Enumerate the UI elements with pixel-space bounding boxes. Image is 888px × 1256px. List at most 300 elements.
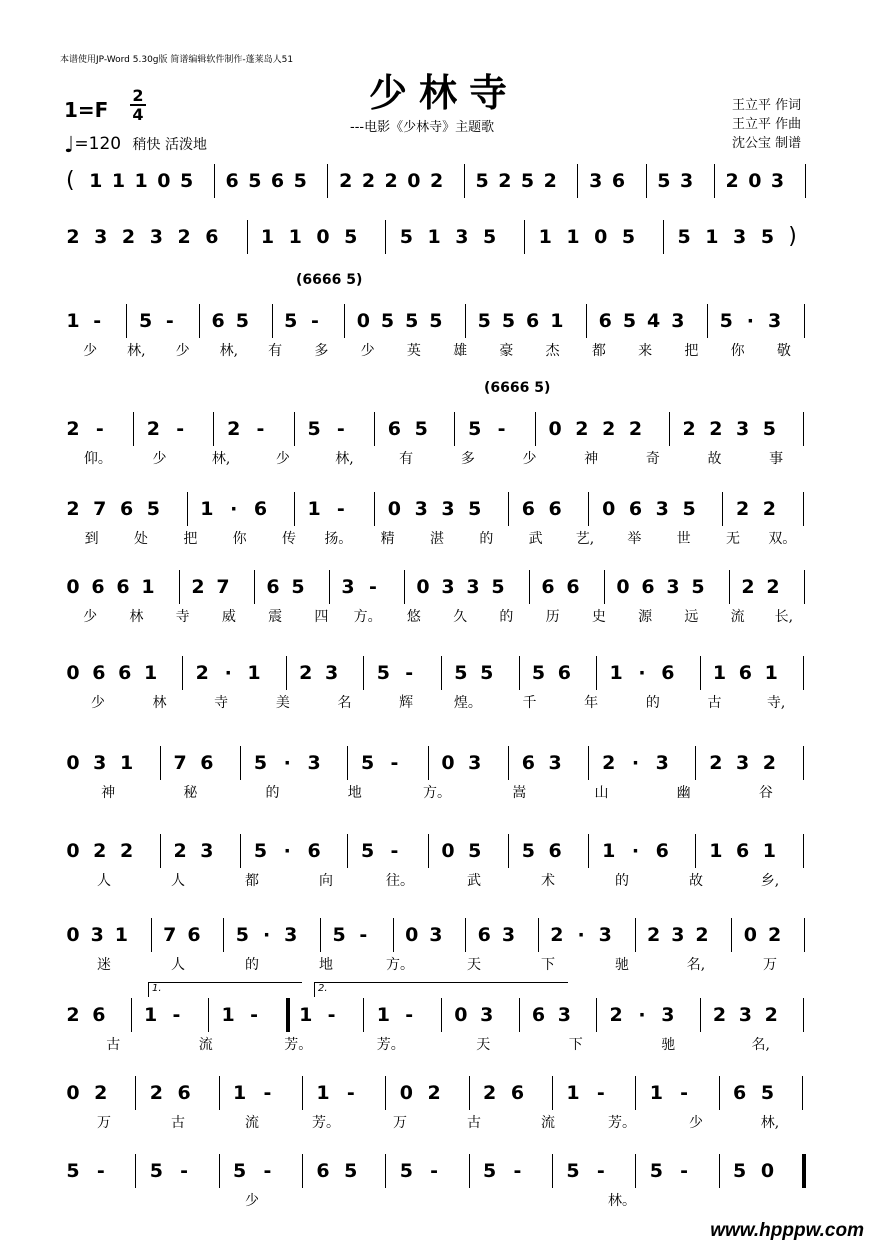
- note: 5: [414, 418, 428, 440]
- note: 2: [762, 498, 777, 520]
- note: 0: [387, 498, 402, 520]
- note: 3: [736, 752, 750, 774]
- note: 1: [143, 662, 158, 684]
- note: 5: [233, 1160, 247, 1182]
- composer-credit: 王立平 作曲: [732, 117, 802, 132]
- notes-row: [60, 302, 830, 342]
- barline: [663, 220, 664, 254]
- note-extension: -: [359, 924, 368, 946]
- note: 5: [477, 310, 491, 332]
- note: 6: [655, 840, 669, 862]
- lyric-syllable: 方。: [386, 957, 414, 973]
- note: 0: [66, 752, 80, 774]
- note: 5: [344, 226, 358, 248]
- lyric-syllable: 史: [591, 609, 606, 625]
- software-note: 本谱使用JP-Word 5.30g版 简谱编辑软件制作-蓬莱岛人51: [60, 55, 294, 65]
- note: 1: [247, 662, 261, 684]
- lyric-syllable: 万: [97, 1115, 111, 1131]
- note: 2: [384, 170, 398, 192]
- lyric-syllable: 辉: [399, 695, 414, 711]
- note: 0: [748, 170, 762, 192]
- repeat-paren: (: [66, 168, 75, 193]
- lyric-syllable: 少: [522, 451, 537, 467]
- note: 3: [770, 170, 785, 192]
- barline: [294, 412, 295, 446]
- note: 1: [538, 226, 552, 248]
- barline: [454, 412, 455, 446]
- note: 6: [187, 924, 201, 946]
- note: 1: [550, 310, 564, 332]
- time-sig-top: 2: [132, 86, 144, 105]
- lyric-syllable: 少: [175, 343, 190, 359]
- lyric-syllable: 事: [769, 451, 784, 467]
- barline: [385, 1154, 386, 1188]
- note: 5: [483, 1160, 497, 1182]
- barline: [552, 1154, 553, 1188]
- note: 2: [602, 418, 616, 440]
- lyric-syllable: 地: [347, 785, 362, 801]
- lyric-syllable: 林。: [608, 1193, 636, 1209]
- barline: [596, 656, 597, 690]
- notes-row: [60, 490, 830, 530]
- note: 1: [705, 226, 719, 248]
- barline: [302, 1076, 303, 1110]
- lyric-syllable: 少: [152, 451, 167, 467]
- barline: [213, 412, 214, 446]
- note: 1: [376, 1004, 390, 1026]
- lyric-syllable: 源: [638, 609, 653, 625]
- barline: [635, 1154, 636, 1188]
- note: 3: [655, 752, 669, 774]
- barline: [344, 304, 345, 338]
- lyric-syllable: 人: [171, 957, 185, 973]
- lyric-syllable: 把: [183, 531, 198, 547]
- lyric-syllable: 天: [476, 1037, 491, 1053]
- lyric-syllable: 世: [676, 531, 691, 547]
- lyric-syllable: 悠: [406, 609, 421, 625]
- note: 0: [66, 840, 80, 862]
- barline: [219, 1076, 220, 1110]
- note: 2: [628, 418, 643, 440]
- dot-extension: ·: [746, 310, 755, 332]
- note: 5: [380, 310, 395, 332]
- barline: [535, 412, 536, 446]
- note: 2: [227, 418, 241, 440]
- barline: [254, 570, 255, 604]
- note: 1: [66, 310, 80, 332]
- lyric-syllable: 人: [97, 873, 111, 889]
- lyric-syllable: 林,: [219, 343, 239, 359]
- barline: [247, 220, 248, 254]
- barline: [374, 492, 375, 526]
- notes-row: [60, 410, 830, 450]
- lyric-syllable: 迷: [97, 957, 111, 973]
- note: 5: [719, 310, 733, 332]
- note: 5: [361, 752, 375, 774]
- barline: [586, 304, 587, 338]
- note: 2: [682, 418, 696, 440]
- lyric-syllable: 名,: [751, 1037, 770, 1053]
- barline: [160, 746, 161, 780]
- barline: [441, 998, 442, 1032]
- note: 2: [361, 170, 376, 192]
- note: 3: [90, 924, 104, 946]
- lyric-syllable: 林,: [211, 451, 231, 467]
- barline: [469, 1154, 470, 1188]
- note: 5: [760, 1082, 775, 1104]
- note: 5: [468, 498, 482, 520]
- notes-row: [60, 916, 830, 956]
- lyric-syllable: 敬: [776, 343, 791, 359]
- note: 1: [111, 170, 126, 192]
- note-extension: -: [596, 1082, 605, 1104]
- note: 6: [211, 310, 225, 332]
- note: 3: [661, 1004, 675, 1026]
- note: 6: [253, 498, 268, 520]
- note: 2: [177, 226, 191, 248]
- lyric-syllable: 方。: [353, 609, 382, 625]
- lyric-syllable: 少: [275, 451, 290, 467]
- lyric-syllable: 下: [568, 1037, 583, 1053]
- lyric-syllable: 久: [453, 609, 468, 625]
- note: 5: [480, 662, 494, 684]
- lyric-syllable: 流: [541, 1115, 555, 1131]
- note-extension: -: [263, 1082, 272, 1104]
- lyric-syllable: 流: [730, 609, 745, 625]
- lyric-syllable: 人: [171, 873, 185, 889]
- note: 6: [510, 1082, 525, 1104]
- note: 2: [149, 1082, 163, 1104]
- barline: [428, 834, 429, 868]
- barline: [719, 1154, 720, 1188]
- barline: [714, 164, 715, 198]
- lyric-syllable: 神: [101, 785, 116, 801]
- barline: [508, 492, 509, 526]
- lyric-syllable: 谷: [758, 785, 773, 801]
- barline: [519, 656, 520, 690]
- lyric-syllable: 古: [467, 1115, 481, 1131]
- note-extension: -: [430, 1160, 439, 1182]
- dot-extension: ·: [230, 498, 238, 520]
- barline: [135, 1154, 136, 1188]
- note: 6: [205, 226, 219, 248]
- note: 2: [427, 1082, 441, 1104]
- note: 1: [260, 226, 275, 248]
- lyric-syllable: 林,: [127, 343, 146, 359]
- note: 5: [253, 752, 268, 774]
- note: 0: [441, 840, 455, 862]
- note: 5: [762, 418, 777, 440]
- lyric-syllable: 流: [245, 1115, 259, 1131]
- barline: [385, 220, 386, 254]
- note: 3: [414, 498, 428, 520]
- note: 3: [767, 310, 782, 332]
- notes-row: [60, 1074, 830, 1114]
- note: 0: [66, 576, 80, 598]
- note: 2: [119, 840, 134, 862]
- notes-row: [60, 568, 830, 608]
- lyric-syllable: 双。: [768, 531, 797, 547]
- barline: [729, 570, 730, 604]
- note: 2: [609, 1004, 623, 1026]
- lyric-syllable: 寺: [175, 609, 190, 625]
- lyric-syllable: 的: [479, 531, 494, 547]
- note: 2: [575, 418, 589, 440]
- barline: [187, 492, 188, 526]
- dot-extension: ·: [283, 840, 291, 862]
- note: 1: [602, 840, 616, 862]
- note-extension: -: [513, 1160, 522, 1182]
- lyric-syllable: 幽: [676, 785, 691, 801]
- lyric-syllable: 少: [90, 695, 105, 711]
- barline: [374, 412, 375, 446]
- note: 5: [344, 1160, 358, 1182]
- note: 1: [566, 226, 580, 248]
- note: 0: [416, 576, 430, 598]
- note: 6: [628, 498, 643, 520]
- barline: [320, 918, 321, 952]
- first-ending: 1.: [148, 982, 302, 997]
- note: 6: [270, 170, 285, 192]
- note: 1: [233, 1082, 247, 1104]
- quarter-note-icon: ♩: [64, 133, 75, 158]
- barline: [804, 918, 805, 952]
- lyric-syllable: 远: [684, 609, 699, 625]
- end-barline: [286, 998, 290, 1032]
- lyric-syllable: 山: [594, 785, 609, 801]
- note: 3: [548, 752, 562, 774]
- note: 6: [477, 924, 491, 946]
- note: 1: [764, 662, 778, 684]
- barline: [588, 746, 589, 780]
- barline: [552, 1076, 553, 1110]
- note: 5: [657, 170, 671, 192]
- note: 1: [566, 1082, 580, 1104]
- note: 0: [399, 1082, 413, 1104]
- lyric-syllable: 万: [393, 1115, 407, 1131]
- note: 6: [91, 576, 105, 598]
- tempo-description: 稍快 活泼地: [132, 137, 207, 153]
- dot-extension: ·: [262, 924, 271, 946]
- time-sig-bottom: 4: [132, 105, 144, 124]
- note: 0: [441, 752, 455, 774]
- barline: [441, 656, 442, 690]
- barline: [208, 998, 209, 1032]
- note: 2: [709, 752, 723, 774]
- note-extension: -: [93, 310, 102, 332]
- note: 3: [468, 752, 482, 774]
- lyric-syllable: 来: [638, 343, 653, 359]
- note: 3: [589, 170, 603, 192]
- barline: [131, 998, 132, 1032]
- note: 1: [709, 840, 723, 862]
- dot-extension: ·: [577, 924, 585, 946]
- notes-row: [60, 654, 830, 694]
- note: 2: [764, 1004, 778, 1026]
- lyric-syllable: 驰: [661, 1037, 676, 1053]
- barline: [133, 412, 134, 446]
- note: 3: [557, 1004, 571, 1026]
- lyric-syllable: 武: [467, 873, 481, 889]
- note: 6: [566, 576, 580, 598]
- lyric-syllable: 你: [730, 343, 745, 359]
- note: 5: [293, 170, 307, 192]
- note-extension: -: [405, 662, 414, 684]
- note: 5: [621, 226, 636, 248]
- note: 5: [405, 310, 419, 332]
- note: 6: [200, 752, 214, 774]
- barline: [465, 304, 466, 338]
- barline: [199, 304, 200, 338]
- note: 5: [566, 1160, 580, 1182]
- note: 6: [225, 170, 239, 192]
- note: 0: [356, 310, 370, 332]
- note-extension: -: [172, 1004, 181, 1026]
- note: 5: [429, 310, 443, 332]
- note: 5: [248, 170, 262, 192]
- note: 4: [647, 310, 661, 332]
- barline: [604, 570, 605, 604]
- note: 1: [427, 226, 441, 248]
- dot-extension: ·: [224, 662, 232, 684]
- note-extension: -: [405, 1004, 414, 1026]
- note: 6: [736, 840, 750, 862]
- lyric-syllable: 武: [528, 531, 543, 547]
- end-barline: [802, 1154, 806, 1188]
- note: 6: [661, 662, 675, 684]
- lyric-syllable: 有: [399, 451, 414, 467]
- note: 1: [200, 498, 214, 520]
- barline: [223, 918, 224, 952]
- lyrics-row: [60, 340, 830, 362]
- note-extension: -: [165, 310, 174, 332]
- notes-row: [60, 218, 830, 258]
- barline: [803, 412, 804, 446]
- note: 3: [680, 170, 694, 192]
- note: 7: [216, 576, 230, 598]
- note: 1: [134, 170, 148, 192]
- lyric-syllable: 的: [265, 785, 280, 801]
- barline: [126, 304, 127, 338]
- note: 5: [376, 662, 390, 684]
- note: 6: [598, 310, 612, 332]
- note-extension: -: [250, 1004, 258, 1026]
- barline: [404, 570, 405, 604]
- lyric-syllable: 你: [232, 531, 247, 547]
- note-extension: -: [336, 498, 345, 520]
- lyric-syllable: 千: [522, 695, 537, 711]
- lyric-syllable: 美: [275, 695, 290, 711]
- note: 5: [468, 418, 482, 440]
- lyric-syllable: 威: [221, 609, 236, 625]
- note: 5: [622, 310, 637, 332]
- transcriber-credit: 沈公宝 制谱: [732, 136, 802, 151]
- time-signature: [130, 88, 146, 122]
- note: 6: [387, 418, 402, 440]
- lyric-syllable: 万: [763, 957, 777, 973]
- lyric-syllable: 天: [467, 957, 481, 973]
- note: 2: [736, 498, 750, 520]
- lyric-syllable: 多: [314, 343, 329, 359]
- barline: [428, 746, 429, 780]
- lyric-syllable: 湛: [429, 531, 444, 547]
- note: 6: [92, 1004, 106, 1026]
- barline: [135, 1076, 136, 1110]
- lyric-syllable: 举: [627, 531, 642, 547]
- note: 5: [520, 170, 535, 192]
- barline: [695, 746, 696, 780]
- note: 0: [66, 924, 80, 946]
- note: 0: [66, 1082, 80, 1104]
- lyric-syllable: 长,: [774, 609, 794, 625]
- note: 2: [741, 576, 755, 598]
- lyrics-row: [60, 692, 830, 714]
- note: 3: [441, 498, 455, 520]
- barline: [700, 656, 701, 690]
- note: 0: [157, 170, 171, 192]
- note: 6: [92, 662, 106, 684]
- barline: [524, 220, 525, 254]
- lyric-syllable: 年: [584, 695, 599, 711]
- barline: [804, 570, 805, 604]
- note: 3: [324, 662, 339, 684]
- note: 3: [200, 840, 214, 862]
- lyric-syllable: 少: [83, 609, 98, 625]
- barline: [635, 1076, 636, 1110]
- note-extension: -: [263, 1160, 272, 1182]
- note: 2: [550, 924, 564, 946]
- repeat-paren: ): [788, 224, 797, 249]
- lyric-syllable: 故: [689, 873, 703, 889]
- lyric-syllable: 仰。: [83, 451, 112, 467]
- note: 3: [341, 576, 355, 598]
- note: 1: [89, 170, 103, 192]
- note: 1: [316, 1082, 330, 1104]
- barline: [695, 834, 696, 868]
- lyric-syllable: 雄: [453, 343, 468, 359]
- note: 2: [712, 1004, 727, 1026]
- lyric-syllable: 术: [541, 873, 555, 889]
- note: 5: [677, 226, 691, 248]
- note: 3: [655, 498, 669, 520]
- barline: [519, 998, 520, 1032]
- lyric-syllable: 林,: [335, 451, 354, 467]
- barline: [803, 492, 804, 526]
- grace-notes: (6666 5): [296, 272, 363, 288]
- note: 5: [291, 576, 305, 598]
- lyric-syllable: 历: [545, 609, 560, 625]
- lyric-syllable: 有: [268, 343, 283, 359]
- lyric-syllable: 芳。: [284, 1037, 313, 1053]
- lyric-syllable: 震: [268, 609, 283, 625]
- note: 2: [66, 498, 80, 520]
- note: 2: [121, 226, 136, 248]
- note: 3: [501, 924, 516, 946]
- barline: [327, 164, 328, 198]
- barline: [669, 412, 670, 446]
- lyric-syllable: 嵩: [512, 785, 527, 801]
- note: 1: [299, 1004, 313, 1026]
- note: 5: [146, 498, 160, 520]
- note: 0: [760, 1160, 775, 1182]
- barline: [272, 304, 273, 338]
- note: 0: [316, 226, 330, 248]
- note-extension: -: [310, 310, 319, 332]
- lyric-syllable: 的: [615, 873, 629, 889]
- note: 6: [316, 1160, 330, 1182]
- lyric-syllable: 少: [83, 343, 98, 359]
- barline: [588, 492, 589, 526]
